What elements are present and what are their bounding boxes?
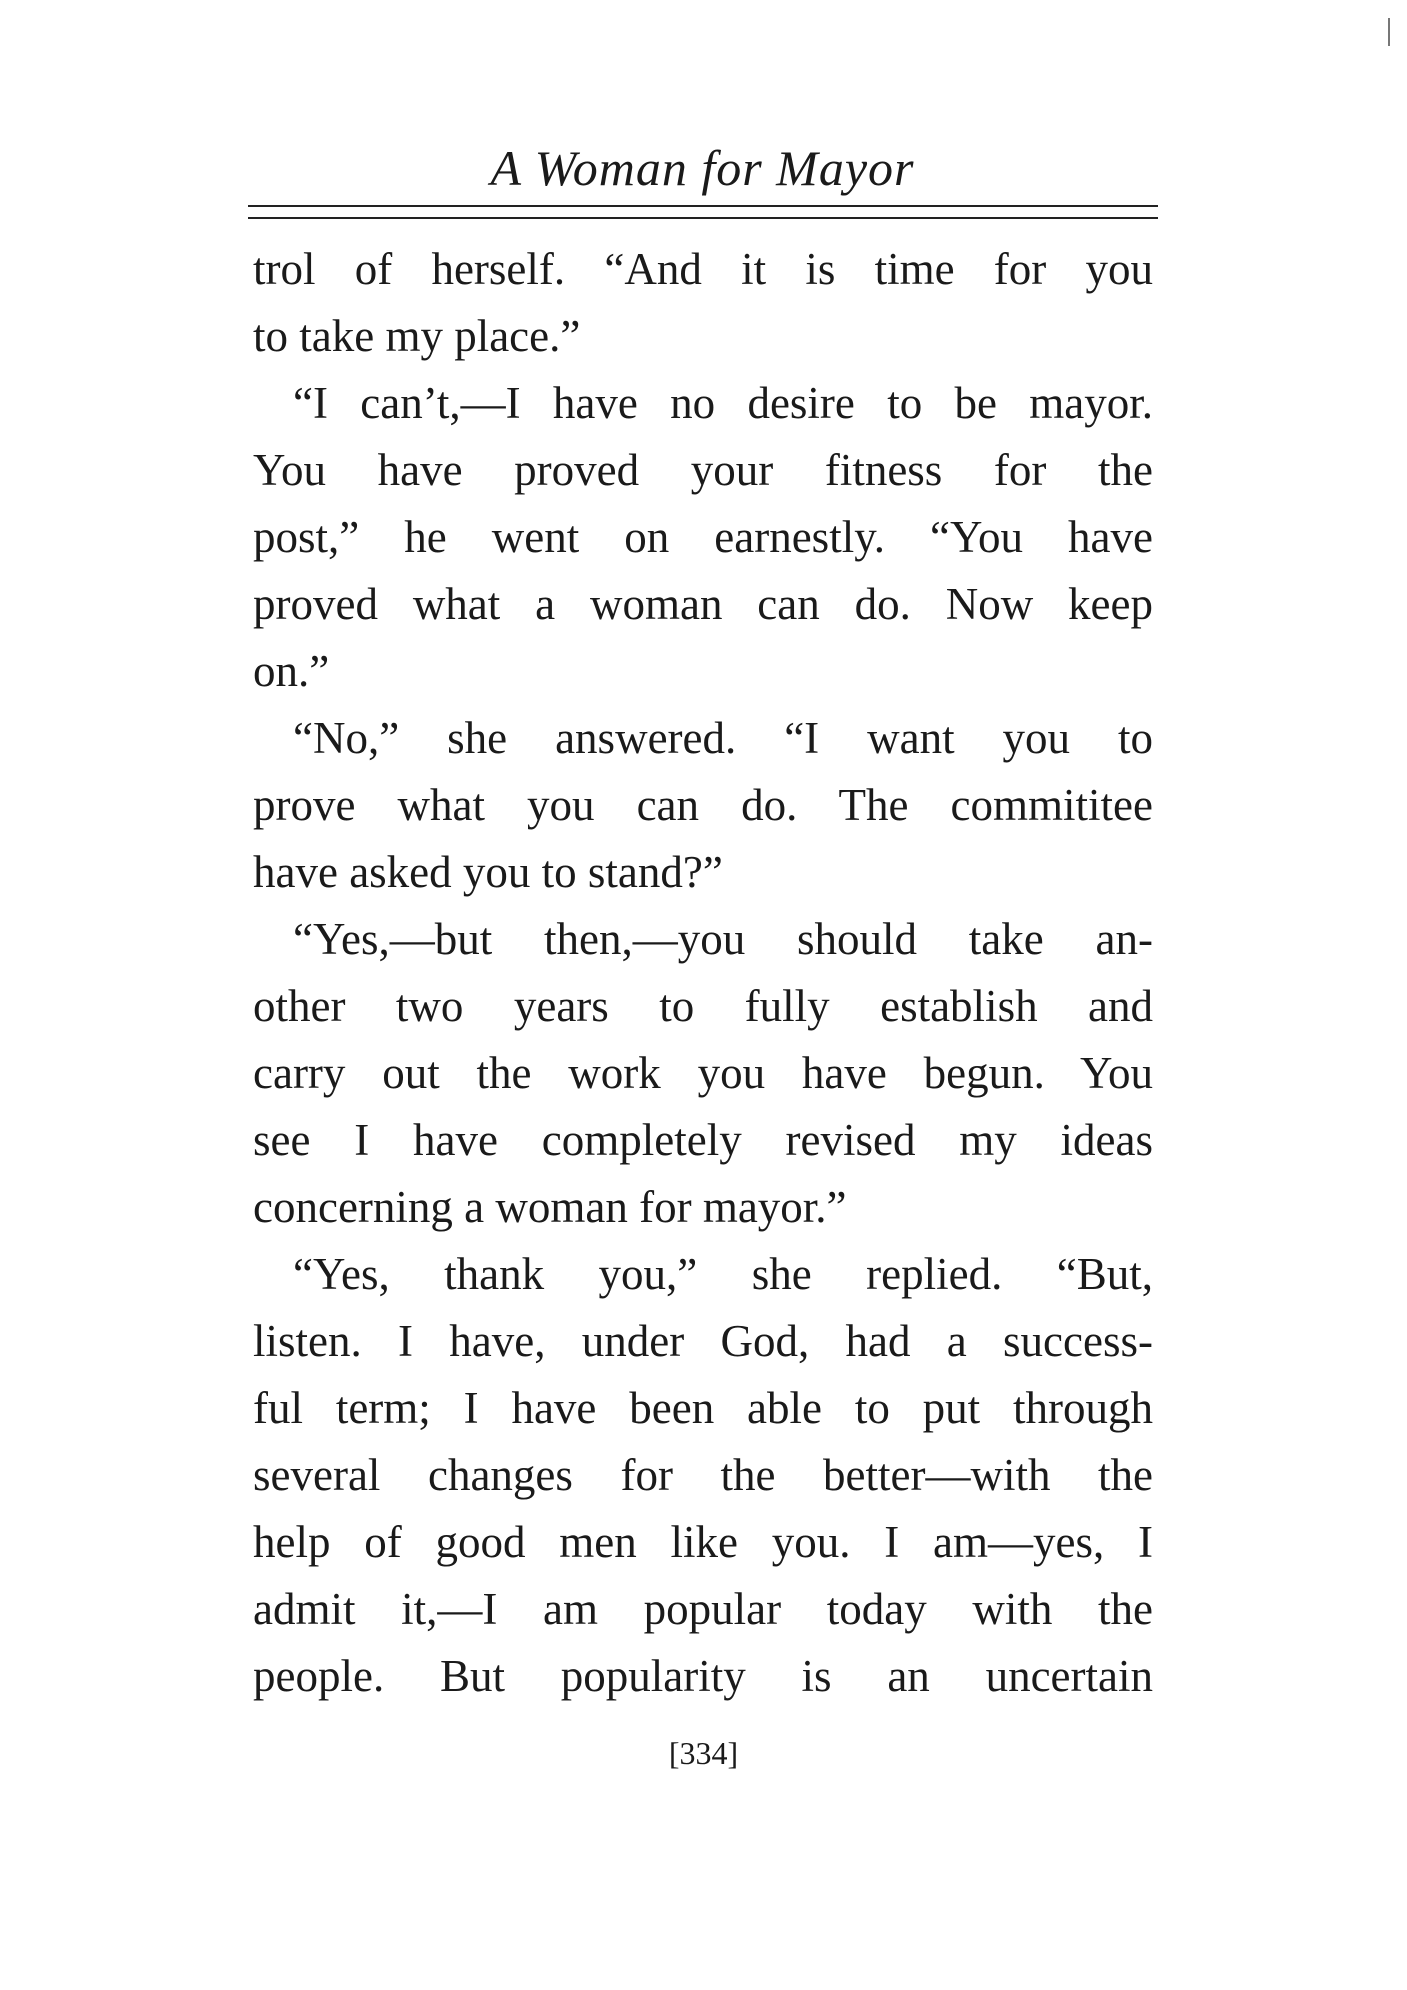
body-text [253, 236, 1153, 1710]
text-line: ful term; I have been able to put through [253, 1383, 1153, 1433]
text-line: proved what a woman can do. Now keep [253, 579, 1153, 629]
text-line: on.” [253, 646, 330, 696]
text-line: concerning a woman for mayor.” [253, 1182, 847, 1232]
running-head: A Woman for Mayor [490, 140, 915, 196]
text-line: listen. I have, under God, had a success- [253, 1316, 1153, 1366]
text-line: “Yes, thank you,” she replied. “But, [293, 1249, 1153, 1299]
text-line: trol of herself. “And it is time for you [253, 244, 1153, 294]
text-line: “No,” she answered. “I want you to [293, 713, 1153, 763]
page-number: [334] [668, 1735, 739, 1771]
text-line: people. But popularity is an uncertain [253, 1651, 1153, 1701]
text-line: have asked you to stand?” [253, 847, 723, 897]
text-line: several changes for the better—with the [253, 1450, 1153, 1500]
text-line: post,” he went on earnestly. “You have [253, 512, 1153, 562]
scan-edge-mark [1388, 18, 1390, 46]
text-line: “Yes,—but then,—you should take an- [293, 914, 1153, 964]
text-line: admit it,—I am popular today with the [253, 1584, 1153, 1634]
text-line: prove what you can do. The commititee [253, 780, 1153, 830]
text-line: other two years to fully establish and [253, 981, 1153, 1031]
header-double-rule [248, 205, 1158, 219]
text-line: see I have completely revised my ideas [253, 1115, 1153, 1165]
text-line: “I can’t,—I have no desire to be mayor. [293, 378, 1153, 428]
text-line: You have proved your fitness for the [253, 445, 1153, 495]
text-line: help of good men like you. I am—yes, I [253, 1517, 1153, 1567]
text-line: to take my place.” [253, 311, 581, 361]
text-line: carry out the work you have begun. You [253, 1048, 1153, 1098]
